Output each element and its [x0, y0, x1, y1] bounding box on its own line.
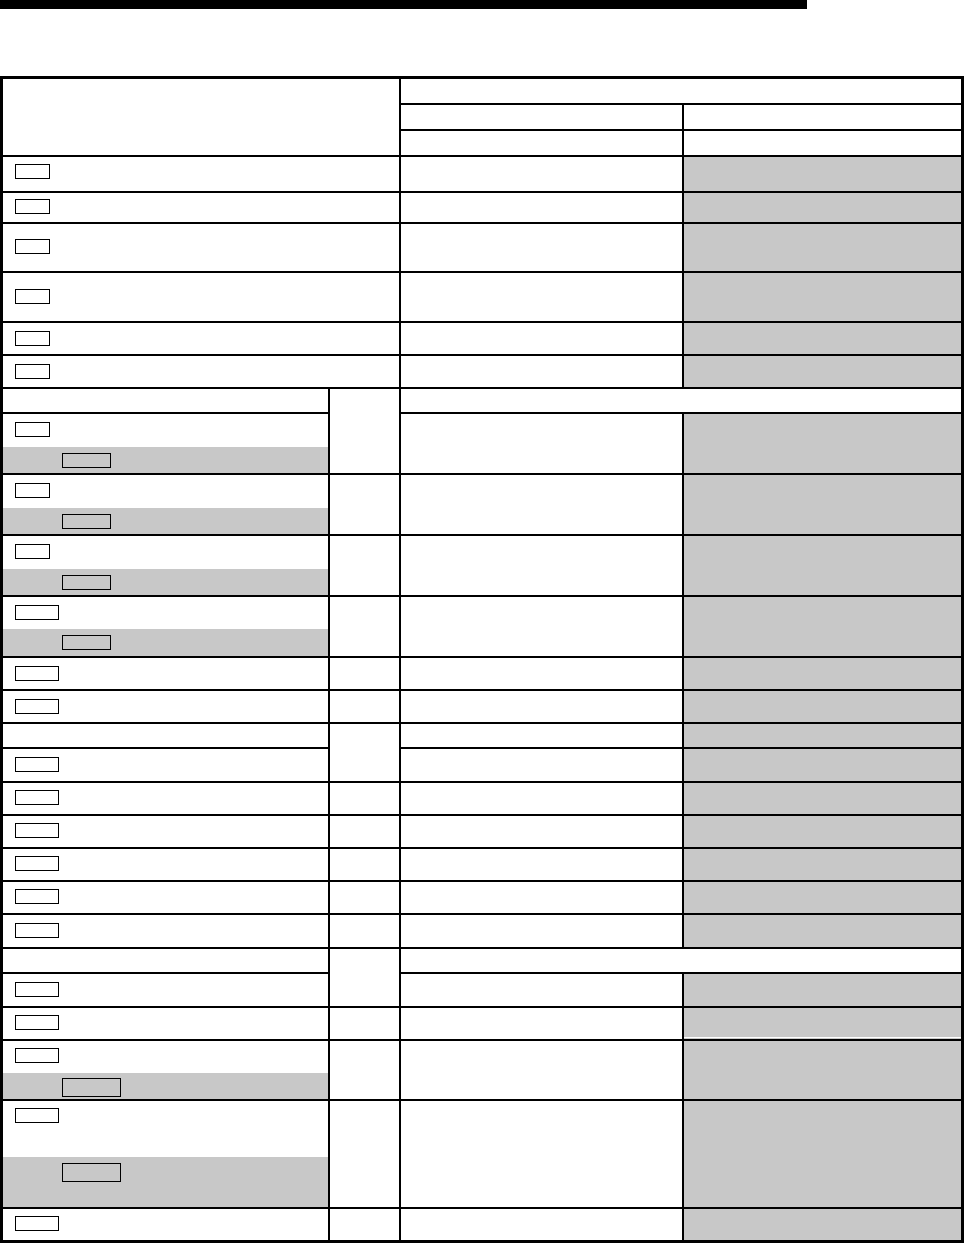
key-box [15, 239, 50, 254]
key-box [15, 289, 50, 304]
key-box [15, 422, 50, 437]
key-box [15, 544, 50, 559]
specification-table [0, 76, 964, 1243]
key-box [15, 164, 50, 179]
key-box [15, 982, 59, 997]
key-box [62, 575, 111, 590]
key-box [62, 514, 111, 529]
key-box [15, 666, 59, 681]
key-box [15, 1108, 59, 1123]
key-box [62, 453, 111, 468]
key-box [62, 1163, 121, 1182]
key-box [62, 635, 111, 650]
key-box [15, 364, 50, 379]
key-box [15, 823, 59, 838]
header-bar [0, 0, 807, 9]
shaded-cells [2, 156, 963, 1241]
key-box [62, 1078, 121, 1097]
key-box [15, 889, 59, 904]
key-box [15, 699, 59, 714]
key-box [15, 757, 59, 772]
key-box [15, 1015, 59, 1030]
key-box [15, 331, 50, 346]
key-box [15, 605, 59, 620]
key-box [15, 790, 59, 805]
key-box [15, 856, 59, 871]
key-box [15, 483, 50, 498]
key-box [15, 199, 50, 214]
key-box [15, 923, 59, 938]
table-grid [0, 76, 964, 1243]
key-box [15, 1216, 59, 1231]
key-box [15, 1048, 59, 1063]
